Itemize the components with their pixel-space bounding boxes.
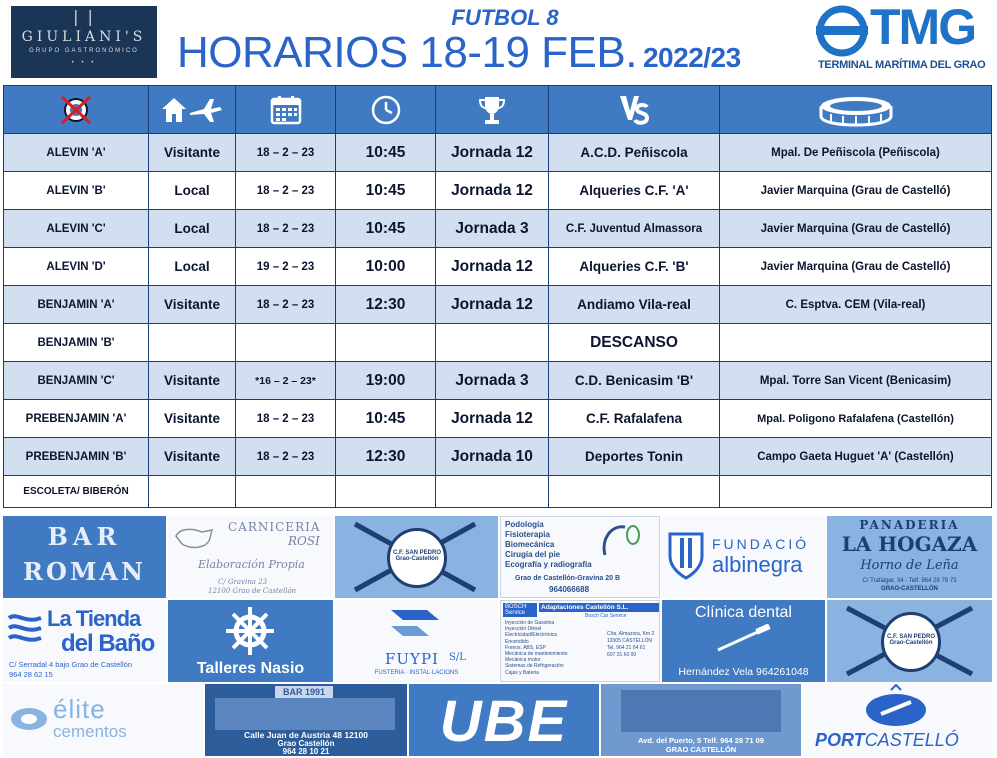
sponsor-san-pedro-badge-2 [827, 600, 992, 682]
port-bold: PORT [815, 730, 865, 750]
venue-cell: Local [149, 172, 236, 210]
stadium-icon [817, 92, 895, 128]
giulianis-dots: • • • [71, 60, 97, 66]
col-field [720, 86, 992, 134]
bosch-service-8: Sistemas de Refrigeración [505, 663, 564, 670]
bosch-address-3: Tel. 964 21 64 61 [607, 645, 646, 651]
bar1991-facade [215, 698, 395, 730]
time-cell: 10:45 [336, 172, 436, 210]
versus-icon [617, 93, 651, 127]
bosch-title: Adaptaciones Castellón S.L. [539, 603, 660, 612]
team-cell: BENJAMIN 'B' [4, 324, 149, 362]
time-cell: 19:00 [336, 362, 436, 400]
time-cell [336, 324, 436, 362]
date-cell: 18 – 2 – 23 [236, 400, 336, 438]
sponsor-tienda-bano [3, 600, 166, 682]
giulianis-bars: | | [73, 7, 95, 26]
table-row [4, 476, 992, 508]
date-cell: 18 – 2 – 23 [236, 134, 336, 172]
bosch-address-2: 12005 CASTELLÓN [607, 638, 653, 644]
table-row [4, 210, 992, 248]
round-cell: Jornada 12 [436, 400, 549, 438]
venue-cell [149, 476, 236, 508]
date-cell: *16 – 2 – 23* [236, 362, 336, 400]
team-cell: ALEVIN 'A' [4, 134, 149, 172]
carniceria-city: 12100 Grao de Castellón [208, 587, 297, 595]
rival-cell: Alqueries C.F. 'B' [549, 248, 720, 286]
tienda-line1: La Tienda [47, 606, 141, 631]
bosch-service-9: Cajas y Bateria [505, 669, 539, 676]
team-cell: PREBENJAMIN 'A' [4, 400, 149, 438]
rival-cell: Andiamo Vila-real [549, 286, 720, 324]
carniceria-name: CARNICERIA [228, 520, 321, 534]
carniceria-tagline: Elaboración Propia [198, 558, 305, 571]
sponsor-clinica-dental [662, 600, 825, 682]
field-cell: C. Esptva. CEM (Vila-real) [720, 286, 992, 324]
trophy-icon [477, 94, 507, 126]
team-cell: ALEVIN 'C' [4, 210, 149, 248]
bosch-service-3: Electricidad/Electrónica [505, 632, 557, 639]
venue-cell: Visitante [149, 134, 236, 172]
elite-line2: cementos [53, 722, 127, 741]
podologia-line4: Cirugía del pie [505, 550, 561, 559]
fuypi-suffix: S/L [449, 652, 466, 663]
bosch-service-4: Encendido [505, 638, 529, 645]
podologia-phone: 964066688 [549, 585, 590, 594]
sponsors-grid [0, 514, 997, 758]
schedule-table [3, 85, 992, 508]
round-cell: Jornada 12 [436, 286, 549, 324]
sponsor-san-pedro-badge [335, 516, 498, 598]
rival-cell: Alqueries C.F. 'A' [549, 172, 720, 210]
tienda-line2: del Baño [61, 630, 155, 657]
panaderia-line3: Horno de Leña [860, 558, 959, 573]
time-cell: 10:45 [336, 210, 436, 248]
giulianis-name: GIULIANI'S [21, 29, 147, 45]
tmg-mark: TMG [870, 0, 976, 55]
table-header-row [4, 86, 992, 134]
elite-line1: élite [53, 694, 106, 724]
time-cell: 10:45 [336, 400, 436, 438]
col-time [336, 86, 436, 134]
sponsor-bosch-service [500, 600, 660, 682]
table-row [4, 400, 992, 438]
venue-cell: Visitante [149, 362, 236, 400]
round-cell: Jornada 12 [436, 172, 549, 210]
port-name [815, 730, 959, 751]
sponsor-photo-shop [601, 684, 801, 756]
field-cell: Javier Marquina (Grau de Castelló) [720, 248, 992, 286]
sponsor-fundacio-albinegra [662, 516, 825, 598]
club-badge-text: C.F. SAN PEDRO Grao-Castellón [886, 634, 935, 646]
venue-cell: Visitante [149, 400, 236, 438]
col-round [436, 86, 549, 134]
team-cell: ALEVIN 'B' [4, 172, 149, 210]
round-cell: Jornada 12 [436, 248, 549, 286]
panaderia-line1: PANADERIA [859, 518, 960, 532]
venue-cell: Local [149, 210, 236, 248]
bosch-service-2: Inyección Diésel [505, 626, 542, 633]
panaderia-address: C/ Trafalgar, 34 - Telf. 964 28 79 73 [862, 578, 957, 584]
field-cell: Mpal. Torre San Vicent (Benicasim) [720, 362, 992, 400]
bar-roman-line2: ROMAN [23, 557, 146, 586]
fundacio-line1: FUNDACIÓ [712, 536, 810, 552]
page-header [0, 0, 997, 84]
foot-logo-icon [597, 521, 647, 561]
date-cell: 19 – 2 – 23 [236, 248, 336, 286]
table-row [4, 286, 992, 324]
date-cell: 18 – 2 – 23 [236, 438, 336, 476]
sponsor-elite-cementos [3, 684, 203, 756]
team-cell: ESCOLETA/ BIBERÓN [4, 476, 149, 508]
bosch-phone2: 607 31 60 00 [607, 652, 637, 658]
bar1991-sign: BAR 1991 [275, 686, 333, 698]
venue-cell: Visitante [149, 286, 236, 324]
tooth-brush-icon [714, 624, 774, 658]
ube-name: UBE [439, 689, 569, 754]
sponsor-port-castello [803, 684, 992, 756]
panaderia-city: GRAO-CASTELLÓN [881, 586, 938, 592]
table-row [4, 324, 992, 362]
port-light: CASTELLÓ [864, 730, 959, 750]
page-title [177, 28, 741, 78]
field-cell: Mpal. De Peñiscola (Peñiscola) [720, 134, 992, 172]
bosch-brand: BOSCH Service [503, 603, 537, 617]
round-cell: Jornada 12 [436, 134, 549, 172]
water-waves-icon [7, 608, 43, 648]
fuypi-tagline: FUSTERIA · INSTAL·LACIONS [374, 670, 459, 676]
table-row [4, 134, 992, 172]
col-venue [149, 86, 236, 134]
carniceria-address: C/ Gravina 23 [218, 578, 268, 586]
title-text: HORARIOS 18-19 FEB. [177, 28, 637, 77]
sponsor-panaderia [827, 516, 992, 598]
table-row [4, 362, 992, 400]
rival-cell [549, 476, 720, 508]
round-cell: Jornada 3 [436, 362, 549, 400]
tienda-address: C/ Serradal 4 bajo Grao de Castellón [9, 660, 132, 669]
time-cell [336, 476, 436, 508]
cd-castellon-shield-icon [666, 530, 706, 582]
calendar-icon [269, 94, 303, 126]
tienda-phone: 964 28 62 15 [9, 670, 53, 679]
bosch-service-5: Frenos, ABS, ESP [505, 644, 546, 651]
time-cell: 12:30 [336, 438, 436, 476]
table-row [4, 438, 992, 476]
date-cell: 18 – 2 – 23 [236, 210, 336, 248]
fuypi-name: FUYPI [385, 650, 439, 668]
team-cell: PREBENJAMIN 'B' [4, 438, 149, 476]
bosch-subtitle: Bosch Car Service [585, 613, 627, 619]
giulianis-sub: GRUPO GASTRONÓMICO [29, 48, 139, 54]
clinica-title: Clínica dental [695, 604, 792, 621]
table-row [4, 248, 992, 286]
round-cell [436, 324, 549, 362]
season-label: 2022/23 [642, 42, 741, 73]
field-cell: Javier Marquina (Grau de Castelló) [720, 172, 992, 210]
team-cell: BENJAMIN 'A' [4, 286, 149, 324]
sponsor-podologia [500, 516, 660, 598]
rival-cell: A.C.D. Peñiscola [549, 134, 720, 172]
table-row [4, 172, 992, 210]
home-away-icon [160, 95, 224, 125]
photo-building [621, 690, 781, 732]
rival-cell: DESCANSO [549, 324, 720, 362]
sponsor-ube [409, 684, 599, 756]
tmg-logo [812, 0, 987, 80]
field-cell [720, 476, 992, 508]
sponsor-talleres-nasio [168, 600, 333, 682]
bosch-address-1: C/ta. Almazora, Km 2 [607, 631, 655, 637]
podologia-line1: Podología [505, 520, 544, 529]
bar1991-phone: 964 28 10 21 [282, 747, 330, 756]
venue-cell [149, 324, 236, 362]
col-rival [549, 86, 720, 134]
rival-cell: C.D. Benicasim 'B' [549, 362, 720, 400]
date-cell: 18 – 2 – 23 [236, 286, 336, 324]
sponsor-fuypi [335, 600, 498, 682]
podologia-line5: Ecografía y radiografía [505, 560, 592, 569]
round-cell: Jornada 10 [436, 438, 549, 476]
col-team [4, 86, 149, 134]
bosch-service-6: Mecánica de mantenimiento [505, 651, 568, 658]
bosch-service-7: Mecánica motor [505, 657, 541, 664]
bar-roman-line1: BAR [47, 522, 122, 551]
rival-cell: C.F. Rafalafena [549, 400, 720, 438]
col-date [236, 86, 336, 134]
podologia-line2: Fisioterapia [505, 530, 550, 539]
venue-cell: Visitante [149, 438, 236, 476]
sponsor-bar-roman [3, 516, 166, 598]
field-cell: Campo Gaeta Huguet 'A' (Castellón) [720, 438, 992, 476]
sponsor-bar-1991 [205, 684, 407, 756]
time-cell: 10:00 [336, 248, 436, 286]
talleres-name: Talleres Nasio [196, 660, 305, 677]
date-cell [236, 476, 336, 508]
podologia-line3: Biomecánica [505, 540, 555, 549]
field-cell: Javier Marquina (Grau de Castelló) [720, 210, 992, 248]
carniceria-name2: ROSI [288, 534, 320, 548]
tmg-globe-icon [812, 4, 872, 58]
time-cell: 10:45 [336, 134, 436, 172]
sponsor-carniceria [168, 516, 333, 598]
field-cell [720, 324, 992, 362]
date-cell: 18 – 2 – 23 [236, 172, 336, 210]
port-logo-icon [861, 684, 931, 728]
rival-cell: C.F. Juventud Almassora [549, 210, 720, 248]
tmg-text: TERMINAL MARÍTIMA DEL GRAO [818, 59, 986, 71]
date-cell [236, 324, 336, 362]
cow-icon [172, 524, 216, 554]
club-badge-text: C.F. SAN PEDRO Grao-Castellón [392, 550, 441, 562]
time-cell: 12:30 [336, 286, 436, 324]
photo-city: GRAO CASTELLÓN [665, 745, 737, 754]
elite-logo-icon [9, 704, 49, 734]
panaderia-line2: LA HOGAZA [841, 532, 978, 556]
bosch-service-1: Inyección de Gasolina [505, 620, 555, 626]
bar1991-city: Grao Castellón [277, 739, 335, 748]
bar1991-address: Calle Juan de Austria 48 12100 [244, 730, 368, 740]
fuypi-logo-icon [387, 604, 447, 648]
fundacio-line2: albinegra [712, 552, 803, 577]
photo-caption: Avd. del Puerto, 5 Telf. 964 28 71 09 [638, 736, 764, 745]
clock-icon [369, 93, 403, 127]
team-cell: ALEVIN 'D' [4, 248, 149, 286]
team-badge-icon [58, 93, 94, 127]
team-cell: BENJAMIN 'C' [4, 362, 149, 400]
podologia-address: Grao de Castellón-Gravina 20 B [515, 575, 621, 582]
field-cell: Mpal. Poligono Rafalafena (Castellón) [720, 400, 992, 438]
clinica-footer: Hernández Vela 964261048 [678, 666, 809, 678]
round-cell [436, 476, 549, 508]
ship-wheel-icon [220, 604, 280, 658]
rival-cell: Deportes Tonin [549, 438, 720, 476]
venue-cell: Local [149, 248, 236, 286]
round-cell: Jornada 3 [436, 210, 549, 248]
page-subtitle: FUTBOL 8 [451, 5, 559, 30]
giulianis-logo [11, 6, 157, 78]
